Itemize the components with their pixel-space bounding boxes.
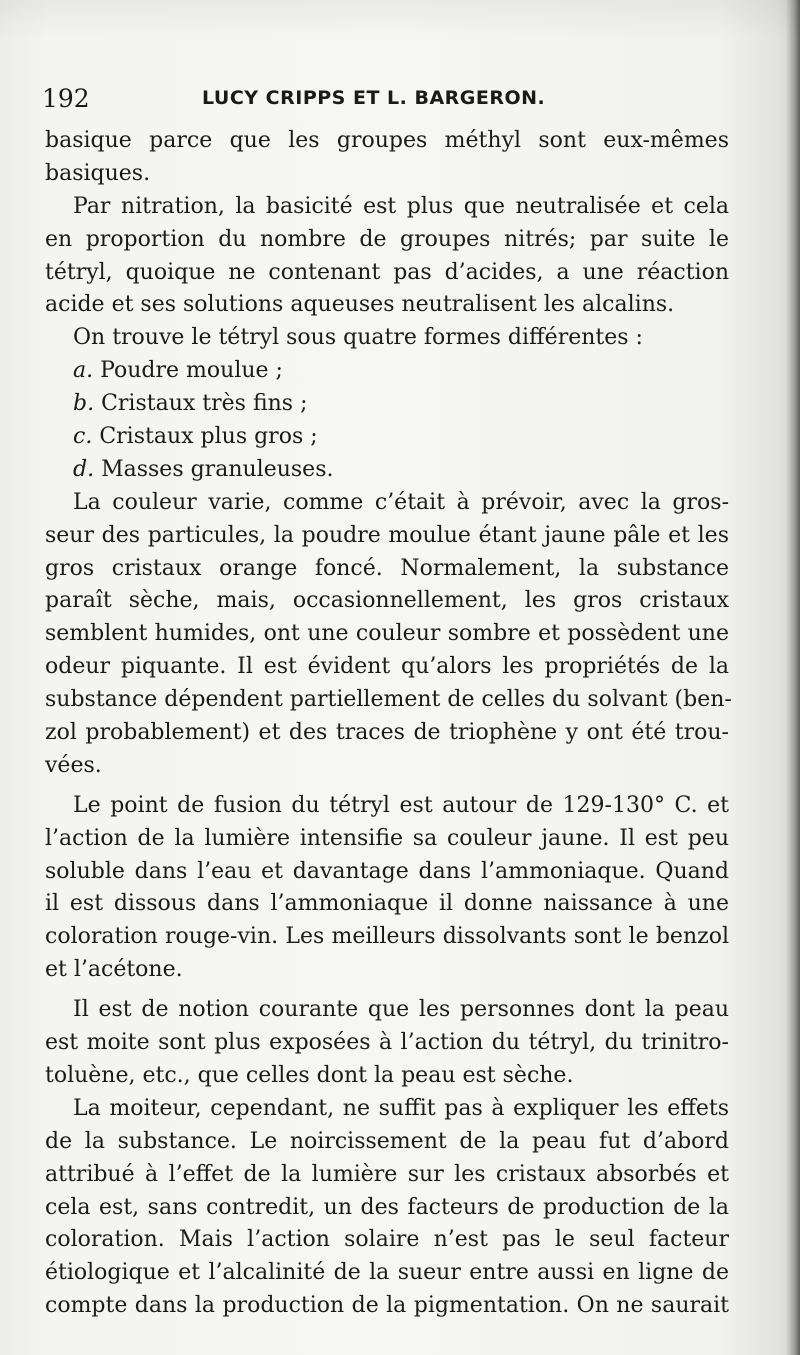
- text-line: attribué à l’effet de la lumière sur les cristaux absorbés et: [45, 1161, 729, 1187]
- text-line: coloration. Mais l’action solaire n’est pas le seul facteur: [45, 1227, 729, 1253]
- list-item: [45, 454, 729, 487]
- list-item: [45, 355, 729, 388]
- text-line: étiologique et l’alcalinité de la sueur entre aussi en ligne de: [45, 1260, 729, 1286]
- text-line: toluène, etc., que celles dont la peau est sèche.: [45, 1062, 574, 1088]
- text-line: basique parce que les groupes méthyl sont eux-mêmes: [45, 128, 729, 153]
- text-line: et l’acétone.: [45, 957, 183, 983]
- text-line: est moite sont plus exposées à l’action du tétryl, du trinitro-: [45, 1030, 729, 1056]
- text-line: vées.: [45, 752, 102, 778]
- page-number: 192: [42, 84, 90, 113]
- running-head: LUCY CRIPPS ET L. BARGERON.: [202, 87, 546, 109]
- text-line: coloration rouge-vin. Les meilleurs dissolvants sont le benzol: [45, 924, 729, 950]
- paragraph-gap: [45, 783, 729, 790]
- paragraph-start-line: La moiteur, cependant, ne suffit pas à expliquer les effets: [73, 1095, 729, 1121]
- text-line: compte dans la production de la pigmentation. On ne saurait: [45, 1293, 729, 1319]
- list-item-text: Cristaux plus gros ;: [99, 424, 318, 450]
- list-item-text: Masses granuleuses.: [101, 456, 334, 482]
- list-marker: b.: [73, 391, 95, 417]
- text-line: l’action de la lumière intensifie sa couleur jaune. Il est peu: [45, 825, 729, 851]
- text-line: basiques.: [45, 160, 151, 186]
- text-line: zol probablement) et des traces de triophène y ont été trou-: [45, 720, 729, 746]
- paragraph-start-line: La couleur varie, comme c’était à prévoir, avec la gros-: [73, 489, 729, 515]
- text-line: odeur piquante. Il est évident qu’alors les propriétés de la: [45, 654, 729, 680]
- list-marker: d.: [73, 456, 95, 482]
- text-line: acide et ses solutions aqueuses neutralisent les alcalins.: [45, 292, 675, 318]
- text-line: paraît sèche, mais, occasionnellement, les gros cristaux: [45, 588, 729, 614]
- text-line: seur des particules, la poudre moulue étant jaune pâle et les: [45, 522, 729, 548]
- text-line: il est dissous dans l’ammoniaque il donne naissance à une: [45, 891, 729, 917]
- paragraph-start-line: On trouve le tétryl sous quatre formes différentes :: [73, 325, 643, 351]
- page-header: [42, 84, 762, 120]
- page-binding-shadow: [786, 0, 800, 1355]
- list-item: [45, 421, 729, 454]
- paragraph-start-line: Par nitration, la basicité est plus que neutralisée et cela: [73, 193, 729, 219]
- list-item-text: Cristaux très fins ;: [101, 391, 308, 417]
- text-line: gros cristaux orange foncé. Normalement, la substance: [45, 555, 729, 581]
- text-line: soluble dans l’eau et davantage dans l’ammoniaque. Quand: [45, 858, 729, 884]
- list-item: [45, 388, 729, 421]
- page-top-shadow: [0, 0, 800, 40]
- paragraph-gap: [45, 987, 729, 994]
- list-item-text: Poudre moulue ;: [100, 358, 283, 384]
- text-line: de la substance. Le noircissement de la peau fut d’abord: [45, 1128, 729, 1154]
- text-line: cela est, sans contredit, un des facteurs de production de la: [45, 1194, 729, 1220]
- body-text: [45, 125, 732, 1323]
- text-line: semblent humides, ont une couleur sombre et possèdent une: [45, 621, 729, 647]
- paragraph-start-line: Il est de notion courante que les personnes dont la peau: [73, 997, 729, 1023]
- text-line: substance dépendent partiellement de celles du solvant (ben-: [45, 687, 732, 713]
- list-marker: a.: [73, 358, 94, 384]
- list-marker: c.: [73, 424, 93, 450]
- paragraph-start-line: Le point de fusion du tétryl est autour de 129-130° C. et: [73, 792, 729, 818]
- text-line: en proportion du nombre de groupes nitrés; par suite le: [45, 226, 729, 252]
- text-line: tétryl, quoique ne contenant pas d’acides, a une réaction: [45, 259, 729, 285]
